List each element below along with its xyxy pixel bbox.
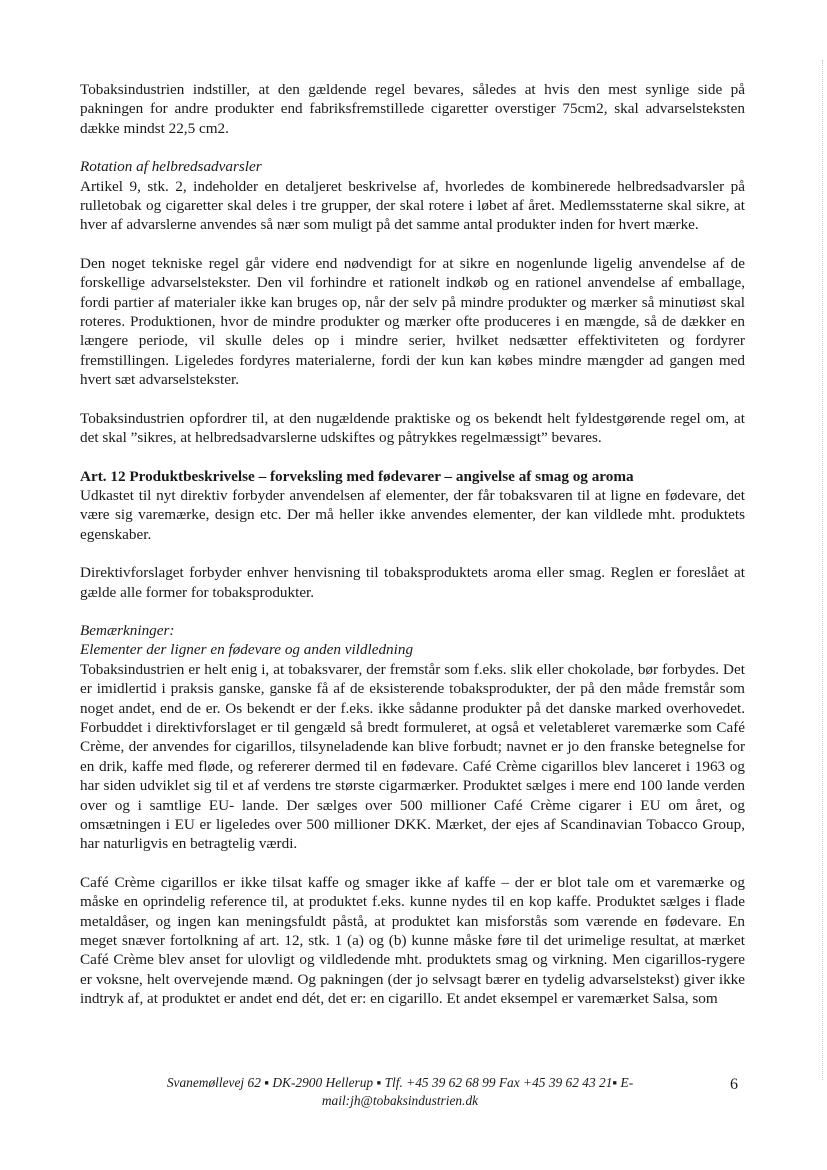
paragraph-draft-directive: Udkastet til nyt direktiv forbyder anvendelsen af elementer, der får tobaksvaren til at ligne en fødevare, det være sig varemærke, design etc. Der må heller ikke anvendes elementer, der kan vildlede mht. produktets egenskaber. [80, 486, 745, 543]
paragraph-cafe-creme: Tobaksindustrien er helt enig i, at tobaksvarer, der fremstår som f.eks. slik eller chokolade, bør forbydes. Det er imidlertid i praksis ganske, ganske få af de eksisterende tobaksprodukter, der på den måde fremstår som noget andet, end de er. Os bekendt er der f.eks. ikke sådanne produkter på det danske marked overhovedet. Forbuddet i direktivforslaget er til gengæld så bredt formuleret, at også et veletableret varemærke som Café Crème, der anvendes for cigarillos, tilsyneladende kan blive forbudt; navnet er jo den franske betegnelse for en drik, kaffe med fløde, og refererer dermed til en fødevare. Café Crème cigarillos blev lanceret i 1963 og har siden udviklet sig til et af verdens tre største cigarmærker. Produktet sælges i mere end 100 lande verden over og i samtlige EU- lande. Der sælges over 500 millioner Café Crème cigarer i EU om året, og omsætningen i EU er ligeledes over 500 millioner DKK. Mærket, der ejes af Scandinavian Tobacco Group, har naturligvis en betragtelig værdi. [80, 660, 745, 853]
heading-rotation: Rotation af helbredsadvarsler [80, 158, 262, 176]
heading-art12: Art. 12 Produktbeskrivelse – forveksling med fødevarer – angivelse af smag og aroma [80, 467, 634, 485]
page-footer [140, 1074, 660, 1110]
paragraph-cafe-creme-detail: Café Crème cigarillos er ikke tilsat kaffe og smager ikke af kaffe – der er blot tale om et varemærke og måske en oprindelig reference til, at produktet f.eks. kunne nydes til en kop kaffe. Produktet sælges i flade metaldåser, og ingen kan meningsfuldt påstå, at produktet kan misforstås som værende en fødevare. En meget snæver fortolkning af art. 12, stk. 1 (a) og (b) kunne måske føre til det urimelige resultat, at mærket Café Crème blev anset for ulovligt og vildledende mht. produktets smag og virkning. Men cigarillos-rygere er voksne, helt overvejende mænd. Og pakningen (der jo selvsagt bærer en tydelig advarselstekst) giver ikke indtryk af, at produktet er andet end dét, det er: en cigarillo. Et andet eksempel er varemærket Salsa, som [80, 873, 745, 1008]
paragraph-rotation-article: Artikel 9, stk. 2, indeholder en detaljeret beskrivelse af, hvorledes de kombinerede helbredsadvarsler på rulletobak og cigaretter skal deles i tre grupper, der skal rotere i løbet af året. Medlemsstaterne skal sikre, at hver af advarslerne anvendes så nær som muligt på det samme antal produkter inden for hvert mærke. [80, 177, 745, 234]
page-number: 6 [730, 1076, 738, 1093]
section-remarks [80, 621, 745, 854]
paragraph-industry-appeal: Tobaksindustrien opfordrer til, at den nugældende praktiske og os bekendt helt fyldestgørende regel om, at det skal ”sikres, at helbredsadvarslerne udskiftes og påtrykkes regelmæssigt” bevares. [80, 409, 745, 447]
footer-address: Svanemøllevej 62 ▪ DK-2900 Hellerup ▪ Tlf. +45 39 62 68 99 Fax +45 39 62 43 21▪ E- [166, 1075, 634, 1090]
footer-email: mail:jh@tobaksindustrien.dk [321, 1093, 479, 1108]
section-art12 [80, 467, 745, 545]
paragraph-technical-rule: Den noget tekniske regel går videre end nødvendigt for at sikre en nogenlunde ligelig anvendelse af de forskellige advarselstekster. Den vil forhindre et rationelt indkøb og en rationel anvendelse af emballage, fordi partier af materialer ikke kan bruges op, når der selv på mindre produkter og mærker så minutiøst skal roteres. Produktionen, hvor de mindre produkter og mærker ofte produceres i en mængde, så de dækker en længere periode, vil skulle deles op i mindre serier, hvilket nedsætter effektiviteten og fordyrer fremstillingen. Ligeledes fordyres materialerne, fordi der kun kan købes mindre mængder ad gangen med hvert sæt advarselstekster. [80, 254, 745, 389]
section-rotation [80, 157, 745, 235]
heading-food-elements: Elementer der ligner en fødevare og anden vildledning [80, 641, 414, 659]
paragraph-warning-area: Tobaksindustrien indstiller, at den gældende regel bevares, således at hvis den mest synlige side på pakningen for andre produkter end fabriksfremstillede cigaretter overstiger 75cm2, skal advarselsteksten dække mindst 22,5 cm2. [80, 81, 745, 137]
scan-edge-line [821, 60, 823, 1080]
heading-remarks: Bemærkninger: [80, 621, 175, 639]
paragraph-aroma-ban: Direktivforslaget forbyder enhver henvisning til tobaksproduktets aroma eller smag. Reglen er foreslået at gælde alle former for tobaksprodukter. [80, 564, 745, 601]
document-body [80, 80, 745, 1009]
